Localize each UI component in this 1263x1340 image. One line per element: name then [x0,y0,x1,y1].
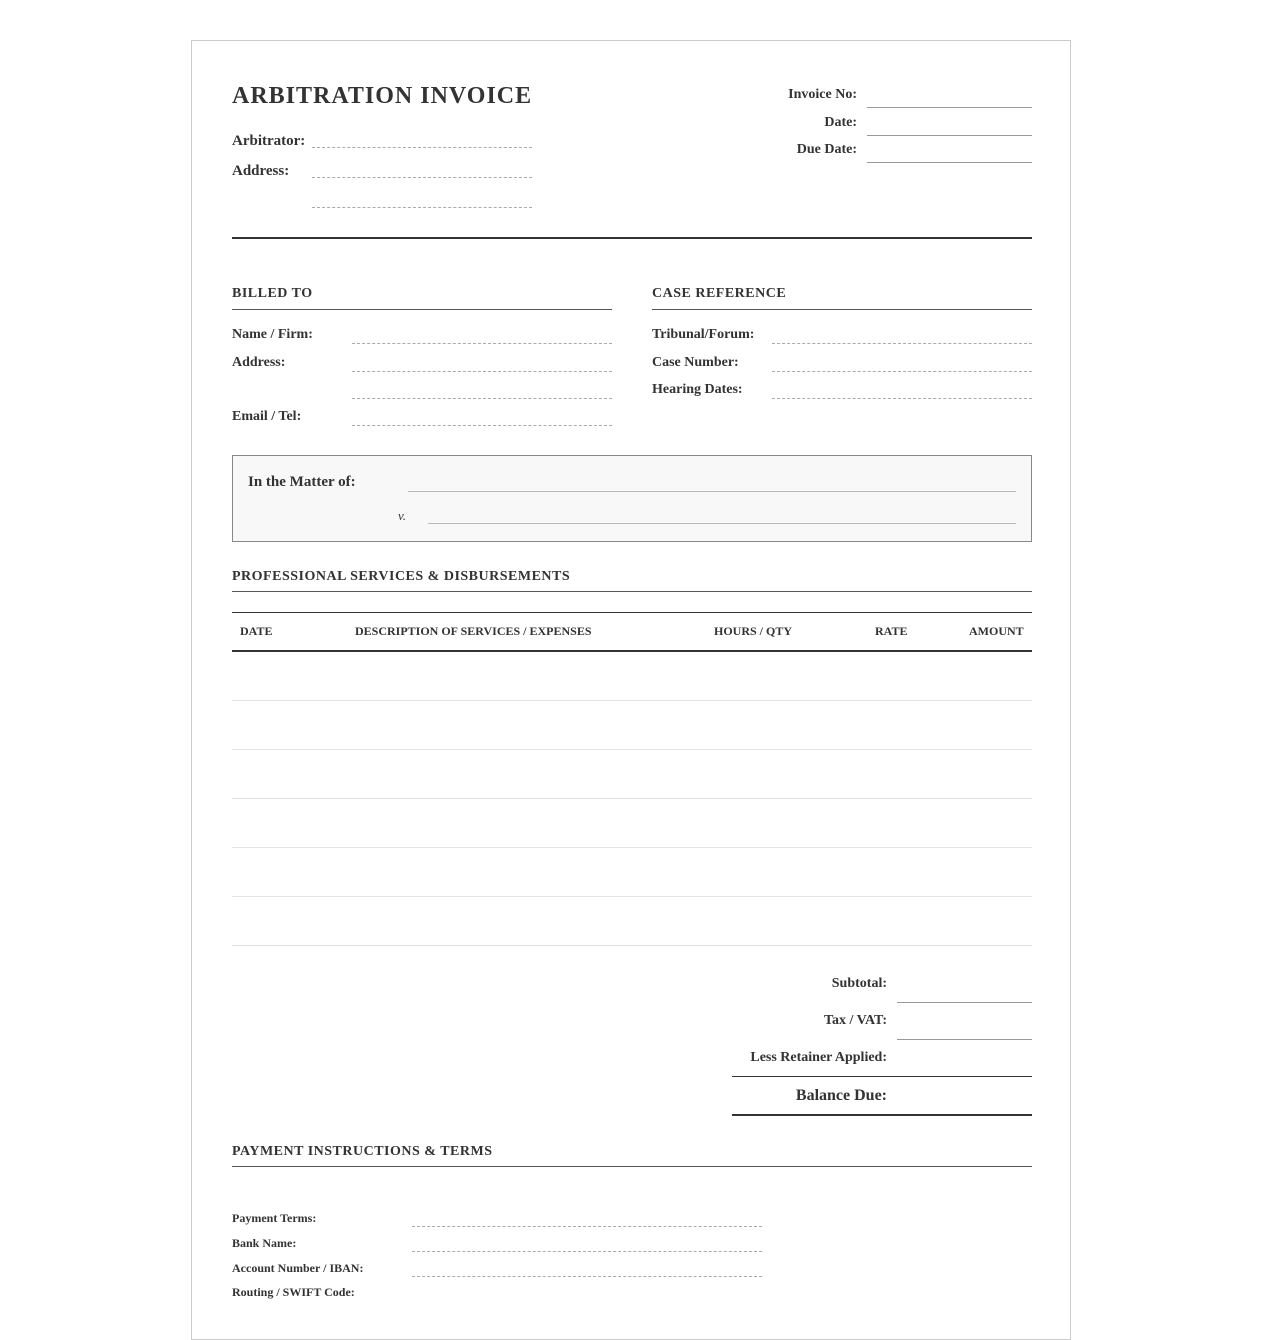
arbitrator-address-label: Address: [232,163,290,179]
case-reference-heading: CASE REFERENCE [652,286,787,301]
due-date-field[interactable] [867,162,1032,163]
arbitrator-label: Arbitrator: [232,133,306,149]
case-number-label: Case Number: [652,355,739,370]
services-heading: PROFESSIONAL SERVICES & DISBURSEMENTS [232,569,571,584]
header-divider [232,237,1032,239]
invoice-no-field[interactable] [867,107,1032,108]
billed-to-rule [232,309,612,310]
arbitrator-address-field-2[interactable] [312,207,532,208]
tax-field[interactable] [897,1039,1032,1040]
bank-name-field[interactable] [412,1251,762,1252]
routing-swift-label: Routing / SWIFT Code: [232,1285,355,1299]
payment-heading: PAYMENT INSTRUCTIONS & TERMS [232,1144,493,1159]
invoice-no-label: Invoice No: [788,87,857,102]
case-reference-rule [652,309,1032,310]
billed-address-field-2[interactable] [352,398,612,399]
billed-address-label: Address: [232,355,286,370]
tax-label: Tax / VAT: [823,1013,887,1028]
table-row[interactable] [232,896,1032,897]
table-row[interactable] [232,798,1032,799]
table-top-border [232,612,1032,613]
col-amount: AMOUNT [969,624,1024,638]
invoice-title: ARBITRATION INVOICE [232,83,533,109]
payment-terms-field[interactable] [412,1226,762,1227]
versus-label: v. [398,508,407,523]
invoice-date-field[interactable] [867,135,1032,136]
hearing-dates-label: Hearing Dates: [652,382,743,397]
table-row[interactable] [232,749,1032,750]
billed-email-field[interactable] [352,425,612,426]
subtotal-label: Subtotal: [831,976,887,991]
table-row[interactable] [232,700,1032,701]
matter-party-1-field[interactable] [408,491,1016,492]
retainer-rule [732,1076,1032,1077]
payment-terms-label: Payment Terms: [232,1211,317,1225]
invoice-date-label: Date: [824,115,857,130]
hearing-dates-field[interactable] [772,398,1032,399]
balance-due-field[interactable] [732,1114,1032,1116]
tribunal-field[interactable] [772,343,1032,344]
billed-to-heading: BILLED TO [232,286,313,301]
col-hours-qty: HOURS / QTY [714,624,793,638]
billed-name-label: Name / Firm: [232,327,313,342]
billed-address-field-1[interactable] [352,371,612,372]
col-rate: RATE [875,624,908,638]
matter-label: In the Matter of: [248,474,356,490]
col-date: DATE [240,624,273,638]
billed-email-label: Email / Tel: [232,409,302,424]
case-number-field[interactable] [772,371,1032,372]
invoice-page [191,40,1071,1340]
due-date-label: Due Date: [796,142,857,157]
arbitrator-address-field-1[interactable] [312,177,532,178]
matter-box [232,455,1032,542]
arbitrator-field[interactable] [312,147,532,148]
billed-name-field[interactable] [352,343,612,344]
account-number-label: Account Number / IBAN: [232,1261,364,1275]
table-row[interactable] [232,847,1032,848]
retainer-label: Less Retainer Applied: [750,1050,887,1065]
account-number-field[interactable] [412,1276,762,1277]
balance-due-label: Balance Due: [795,1087,887,1104]
payment-rule [232,1166,1032,1167]
table-row[interactable] [232,945,1032,946]
tribunal-label: Tribunal/Forum: [652,327,755,342]
matter-party-2-field[interactable] [428,523,1016,524]
table-header-border [232,650,1032,652]
services-rule [232,591,1032,592]
col-description: DESCRIPTION OF SERVICES / EXPENSES [355,624,592,638]
bank-name-label: Bank Name: [232,1236,297,1250]
subtotal-field[interactable] [897,1002,1032,1003]
